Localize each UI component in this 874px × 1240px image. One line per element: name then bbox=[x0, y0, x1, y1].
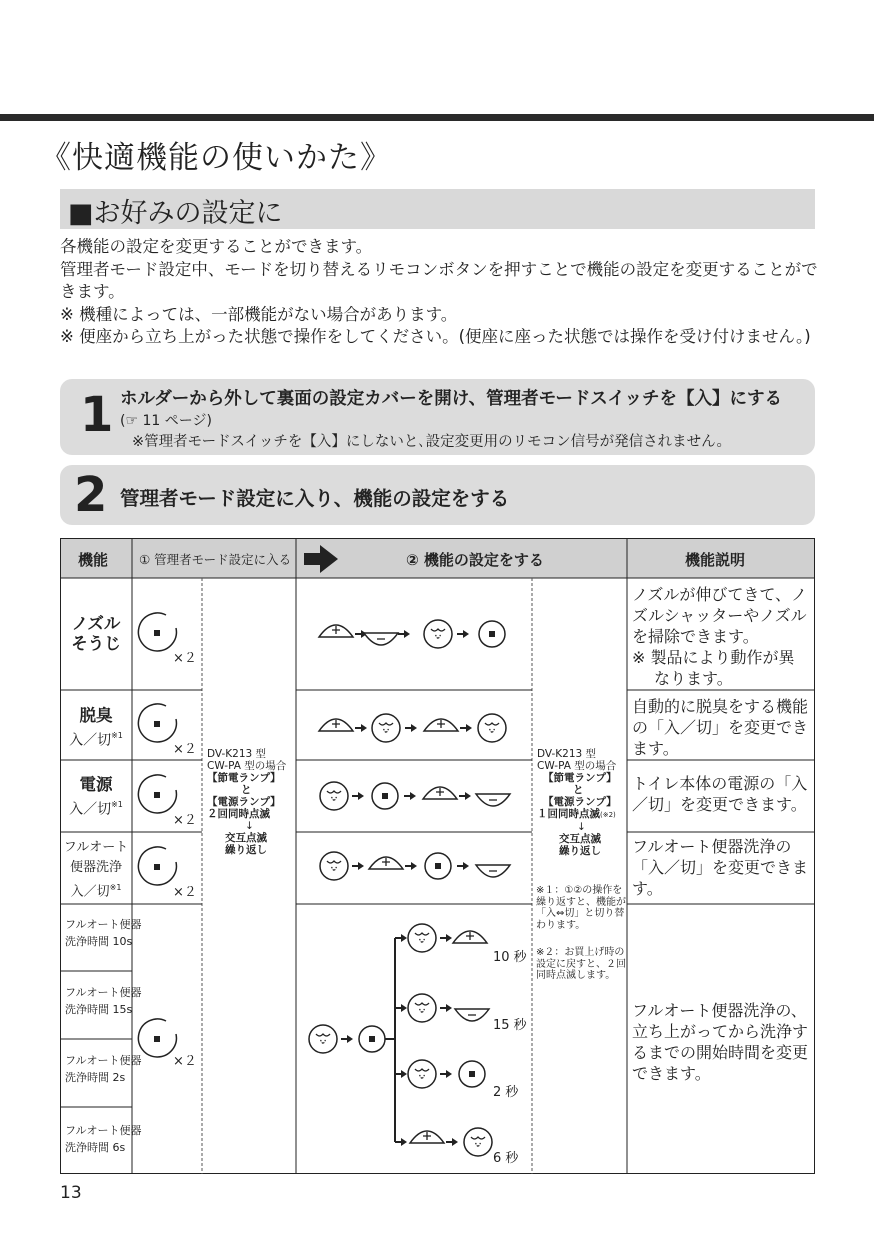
step-2-title: 管理者モード設定に入り、機能の設定をする bbox=[120, 487, 510, 510]
enter-lamp-note: DV-K213 型 CW-PA 型の場合 【節電ランプ】 と 【電源ランプ】 ２回同時点滅 ↓ 交互点滅 繰り返し bbox=[207, 748, 287, 856]
step-1-page-ref: (☞ 11 ページ) bbox=[120, 413, 212, 429]
row-2-description: 自動的に脱臭をする機能の「入／切」を変更できます。 bbox=[632, 697, 809, 758]
timing-row-4-name: フルオート便器 洗浄時間 6s bbox=[65, 1124, 142, 1154]
times-label: ×２ bbox=[173, 742, 197, 757]
row-3-description: トイレ本体の電源の「入／切」を変更できます。 bbox=[632, 774, 808, 814]
footnote-1: ※１：①②の操作を繰り返すと、機能が「入⇔切」と切り替わります。 bbox=[536, 885, 626, 931]
timing-label-15: 15 秒 bbox=[493, 1018, 527, 1033]
row-3-name: 電源 入／切$^{※1}$ bbox=[69, 775, 123, 818]
timing-row-1-name: フルオート便器 洗浄時間 10s bbox=[65, 918, 142, 948]
times-label: ×２ bbox=[173, 813, 197, 828]
timing-row-3-name: フルオート便器 洗浄時間 2s bbox=[65, 1054, 142, 1084]
stop-button-icon bbox=[138, 613, 176, 651]
stop-button-icon bbox=[138, 1019, 176, 1057]
stop-button-icon bbox=[138, 847, 176, 885]
header-function: 機能 bbox=[78, 551, 109, 569]
stop-button-icon bbox=[138, 704, 176, 742]
timing-row-2-name: フルオート便器 洗浄時間 15s bbox=[65, 986, 142, 1016]
intro-note-2: ※ 便座から立ち上がった状態で操作をしてください。(便座に座った状態では操作を受け付けません。) bbox=[60, 327, 811, 346]
step-1-box bbox=[60, 379, 815, 455]
timing-label-2: 2 秒 bbox=[493, 1085, 519, 1100]
chapter-title: 《快適機能の使いかた》 bbox=[40, 140, 392, 176]
header-setting: ② 機能の設定をする bbox=[406, 551, 544, 569]
step-1-note: ※管理者モードスイッチを【入】にしないと､設定変更用のリモコン信号が発信されません。 bbox=[132, 434, 731, 450]
section-title: ■お好みの設定に bbox=[68, 198, 283, 229]
row-4-description: フルオート便器洗浄の「入／切」を変更できます。 bbox=[632, 837, 809, 898]
section-header bbox=[60, 189, 815, 229]
intro-note-1: ※ 機種によっては、一部機能がない場合があります。 bbox=[60, 304, 458, 324]
times-label: ×２ bbox=[173, 651, 197, 666]
timing-label-10: 10 秒 bbox=[493, 950, 527, 965]
stop-button-icon bbox=[138, 775, 176, 813]
confirm-lamp-note: DV-K213 型 CW-PA 型の場合 【節電ランプ】 と 【電源ランプ】 １回同時点滅(※2) ↓ 交互点滅 繰り返し bbox=[537, 748, 617, 857]
row-4-name: フルオート 便器洗浄 入／切$^{※1}$ bbox=[63, 840, 129, 900]
footnote-2: ※２：お買上げ時の設定に戻すと、２回同時点滅します。 bbox=[536, 947, 626, 981]
header-enter: ① 管理者モード設定に入る bbox=[139, 552, 292, 567]
step-2-box bbox=[60, 465, 815, 525]
step-2-number: 2 bbox=[74, 467, 108, 523]
step-1-number: 1 bbox=[80, 387, 114, 443]
intro-line-2: 管理者モード設定中、モードを切り替えるリモコンボタンを押すことで機能の設定を変更することができます。 bbox=[60, 259, 818, 301]
header-description: 機能説明 bbox=[685, 551, 746, 569]
times-label: ×２ bbox=[173, 885, 197, 900]
settings-table bbox=[60, 538, 815, 1174]
row-1-description: ノズルが伸びてきて、ノズルシャッターやノズルを掃除できます。 ※ 製品により動作が異なります。 bbox=[632, 585, 808, 688]
times-label: ×２ bbox=[173, 1054, 197, 1069]
timing-description: フルオート便器洗浄の、立ち上がってから洗浄するまでの開始時間を変更できます。 bbox=[632, 1001, 809, 1083]
page-number: 13 bbox=[60, 1183, 82, 1203]
row-1-name: ノズル そうじ bbox=[71, 614, 121, 653]
top-rule bbox=[0, 114, 874, 121]
row-2-name: 脱臭 入／切$^{※1}$ bbox=[69, 706, 123, 749]
intro-text bbox=[60, 236, 820, 349]
step-1-title: ホルダーから外して裏面の設定カバーを開け、管理者モードスイッチを【入】にする bbox=[120, 389, 783, 409]
intro-line-1: 各機能の設定を変更することができます。 bbox=[60, 237, 373, 256]
timing-label-6: 6 秒 bbox=[493, 1151, 519, 1166]
